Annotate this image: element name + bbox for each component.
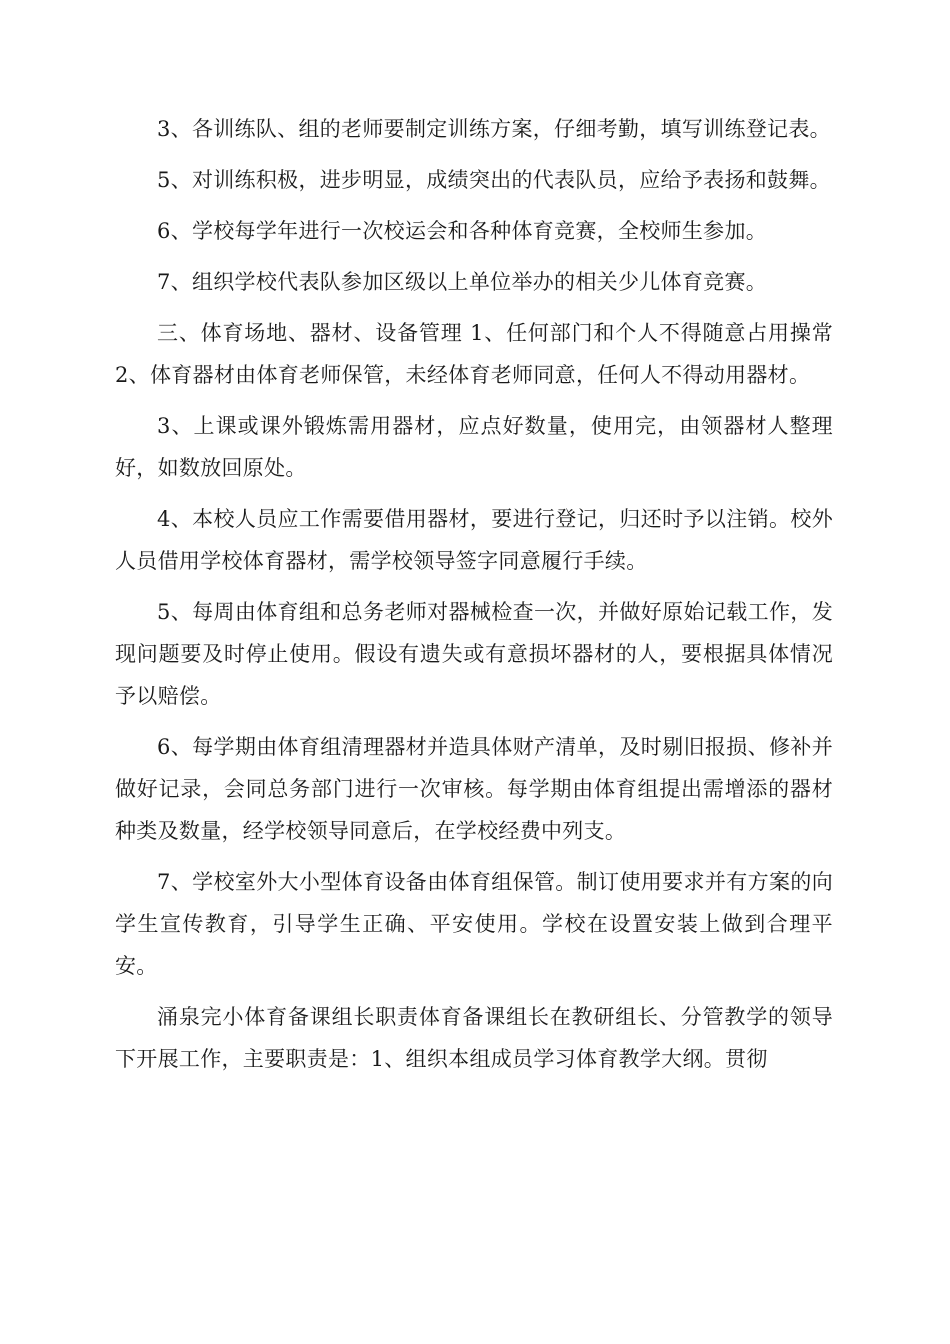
paragraph-outdoor-equipment: 7、学校室外大小型体育设备由体育组保管。制订使用要求并有方案的向学生宣传教育，引导学生正确、平安使用。学校在设置安装上做到合理平安。 (115, 870, 833, 978)
paragraph-group-leader-duties: 涌泉完小体育备课组长职责体育备课组长在教研组长、分管教学的领导下开展工作，主要职责是：1、组织本组成员学习体育教学大纲。贯彻 (115, 1005, 833, 1071)
paragraph-semester-inventory: 6、每学期由体育组清理器材并造具体财产清单，及时剔旧报损、修补并做好记录，会同总务部门进行一次审核。每学期由体育组提出需增添的器材种类及数量，经学校领导同意后，在学校经费中列支。 (115, 735, 833, 843)
paragraph-sports-meet: 6、学校每学年进行一次校运会和各种体育竞赛，全校师生参加。 (157, 219, 768, 243)
paragraph-equipment-borrowing: 4、本校人员应工作需要借用器材，要进行登记，归还时予以注销。校外人员借用学校体育器材，需学校领导签字同意履行手续。 (115, 507, 833, 573)
paragraph-equipment-use: 3、上课或课外锻炼需用器材，应点好数量，使用完，由领器材人整理好，如数放回原处。 (115, 414, 833, 480)
document-body (115, 108, 833, 1089)
paragraph-district-competition: 7、组织学校代表队参加区级以上单位举办的相关少儿体育竞赛。 (157, 270, 768, 294)
paragraph-praise-members: 5、对训练积极，进步明显，成绩突出的代表队员，应给予表扬和鼓舞。 (157, 168, 831, 192)
paragraph-weekly-inspection: 5、每周由体育组和总务老师对器械检查一次，并做好原始记载工作，发现问题要及时停止使用。假设有遗失或有意损坏器材的人，要根据具体情况予以赔偿。 (115, 600, 833, 708)
paragraph-training-plan: 3、各训练队、组的老师要制定训练方案，仔细考勤，填写训练登记表。 (157, 117, 831, 141)
paragraph-facility-management: 三、体育场地、器材、设备管理 1、任何部门和个人不得随意占用操常 2、体育器材由体育老师保管，未经体育老师同意，任何人不得动用器材。 (115, 321, 833, 387)
